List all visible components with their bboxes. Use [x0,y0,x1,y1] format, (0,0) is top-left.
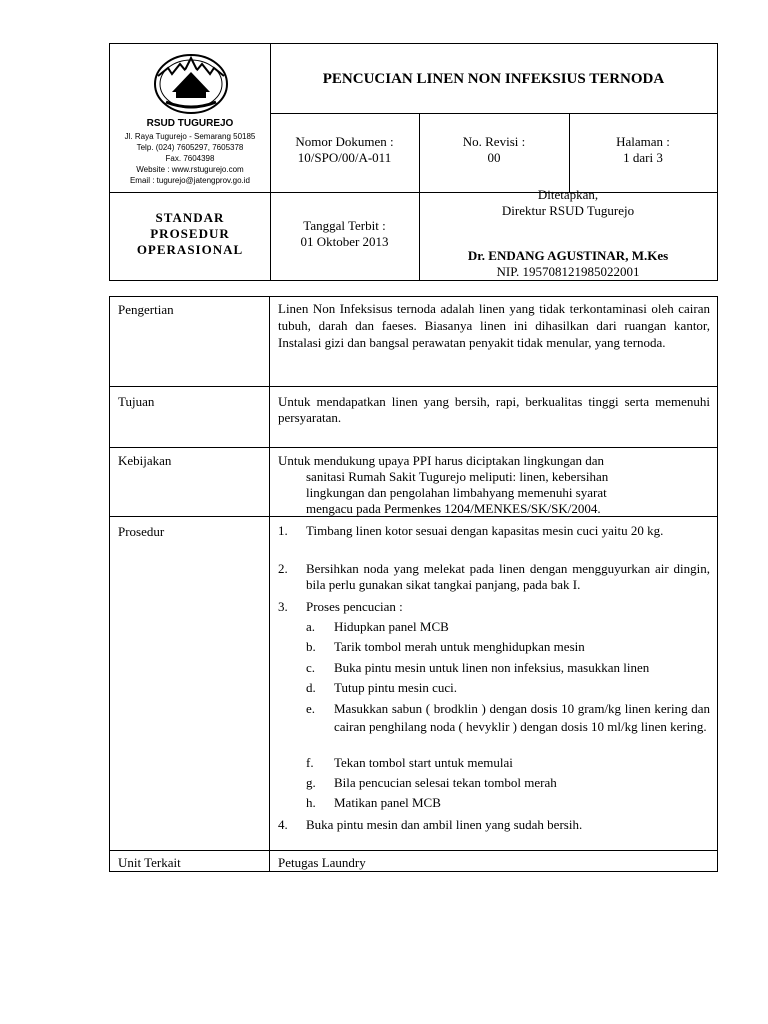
step-text: Bersihkan noda yang melekat pada linen dengan mengguyurkan air dingin, bila perlu gunakan sikat tangkai panjang, pada bak I. [306,561,710,592]
step-number: 2. [278,561,288,576]
hospital-logo [152,52,230,116]
doc-number-label: Nomor Dokumen : [295,134,394,149]
substep-letter: h. [306,795,316,810]
substep-text: Tutup pintu mesin cuci. [334,680,458,695]
approver-title: Direktur RSUD Tugurejo [501,203,635,218]
substep-letter: g. [306,775,316,790]
approver-nip: NIP. 195708121985022001 [496,264,640,279]
kebijakan-line-3: lingkungan dan pengolahan limbahyang memenuhi syarat [306,485,607,500]
substep-text: Tekan tombol start untuk memulai [334,755,513,770]
substep-letter: f. [306,755,314,770]
approver-name: Dr. ENDANG AGUSTINAR, M.Kes [467,248,669,263]
hospital-fax: Fax. 7604398 [165,154,215,163]
unit-text: Petugas Laundry [278,855,366,870]
prosedur-label: Prosedur [118,524,165,539]
substep-letter: d. [306,680,316,695]
step-number: 3. [278,599,288,614]
substep-letter: c. [306,660,316,675]
hospital-website: Website : www.rstugurejo.com [136,165,244,174]
kebijakan-line-4: mengacu pada Permenkes 1204/MENKES/SK/SK/2004. [306,501,601,516]
page-number: 1 dari 3 [623,150,663,165]
substep-letter: e. [306,701,316,716]
issued-label: Tanggal Terbit : [303,218,386,233]
revision-number: 00 [487,150,501,165]
spo-title-line1: STANDAR [155,210,225,225]
hospital-phone: Telp. (024) 7605297, 7605378 [136,143,244,152]
step-text: Proses pencucian : [306,599,403,614]
step-number: 1. [278,523,288,538]
substep-text: Tarik tombol merah untuk menghidupkan mesin [334,639,585,654]
hospital-email: Email : tugurejo@jatengprov.go.id [129,176,251,185]
tujuan-text: Untuk mendapatkan linen yang bersih, rapi, berkualitas tinggi serta memenuhi persyaratan. [278,394,710,425]
content-table [109,296,718,872]
issued-date: 01 Oktober 2013 [300,234,389,249]
doc-number: 10/SPO/00/A-011 [297,150,392,165]
substep-text: Matikan panel MCB [334,795,441,810]
spo-title-line3: OPERASIONAL [136,242,244,257]
step-text: Timbang linen kotor sesuai dengan kapasitas mesin cuci yaitu 20 kg. [306,523,664,538]
substep-text: Bila pencucian selesai tekan tombol merah [334,775,557,790]
spo-title-line2: PROSEDUR [150,226,230,241]
kebijakan-line-2: sanitasi Rumah Sakit Tugurejo meliputi: linen, kebersihan [306,469,609,484]
approved-label: Ditetapkan, [537,187,599,202]
unit-label: Unit Terkait [118,855,181,870]
substep-text: Masukkan sabun ( brodklin ) dengan dosis 10 gram/kg linen kering dan cairan penghilang noda ( hevyklir ) dengan dosis 10 ml/kg linen kering. [334,701,710,734]
substep-letter: a. [306,619,316,634]
tujuan-label: Tujuan [118,394,155,409]
step-text: Buka pintu mesin dan ambil linen yang sudah bersih. [306,817,583,832]
page-label: Halaman : [616,134,670,149]
header-table [109,43,718,281]
substep-text: Hidupkan panel MCB [334,619,449,634]
document-title: PENCUCIAN LINEN NON INFEKSIUS TERNODA [322,71,665,87]
pengertian-text: Linen Non Infeksisus ternoda adalah linen yang tidak terkontaminasi oleh cairan tubuh, darah dan faeses. Biasanya linen ini dihasilkan dari ruangan kantor, Instalasi gizi dan bangsal perawatan penyakit tidak menular, yang ternoda. [278,301,710,350]
hospital-name: RSUD TUGUREJO [146,118,234,129]
substep-letter: b. [306,639,316,654]
pengertian-label: Pengertian [118,302,174,317]
step-number: 4. [278,817,288,832]
revision-label: No. Revisi : [462,134,526,149]
kebijakan-label: Kebijakan [118,453,172,468]
substep-text: Buka pintu mesin untuk linen non infeksius, masukkan linen [334,660,650,675]
kebijakan-line-1: Untuk mendukung upaya PPI harus diciptakan lingkungan dan [278,453,605,468]
hospital-address: Jl. Raya Tugurejo - Semarang 50185 [124,132,256,141]
